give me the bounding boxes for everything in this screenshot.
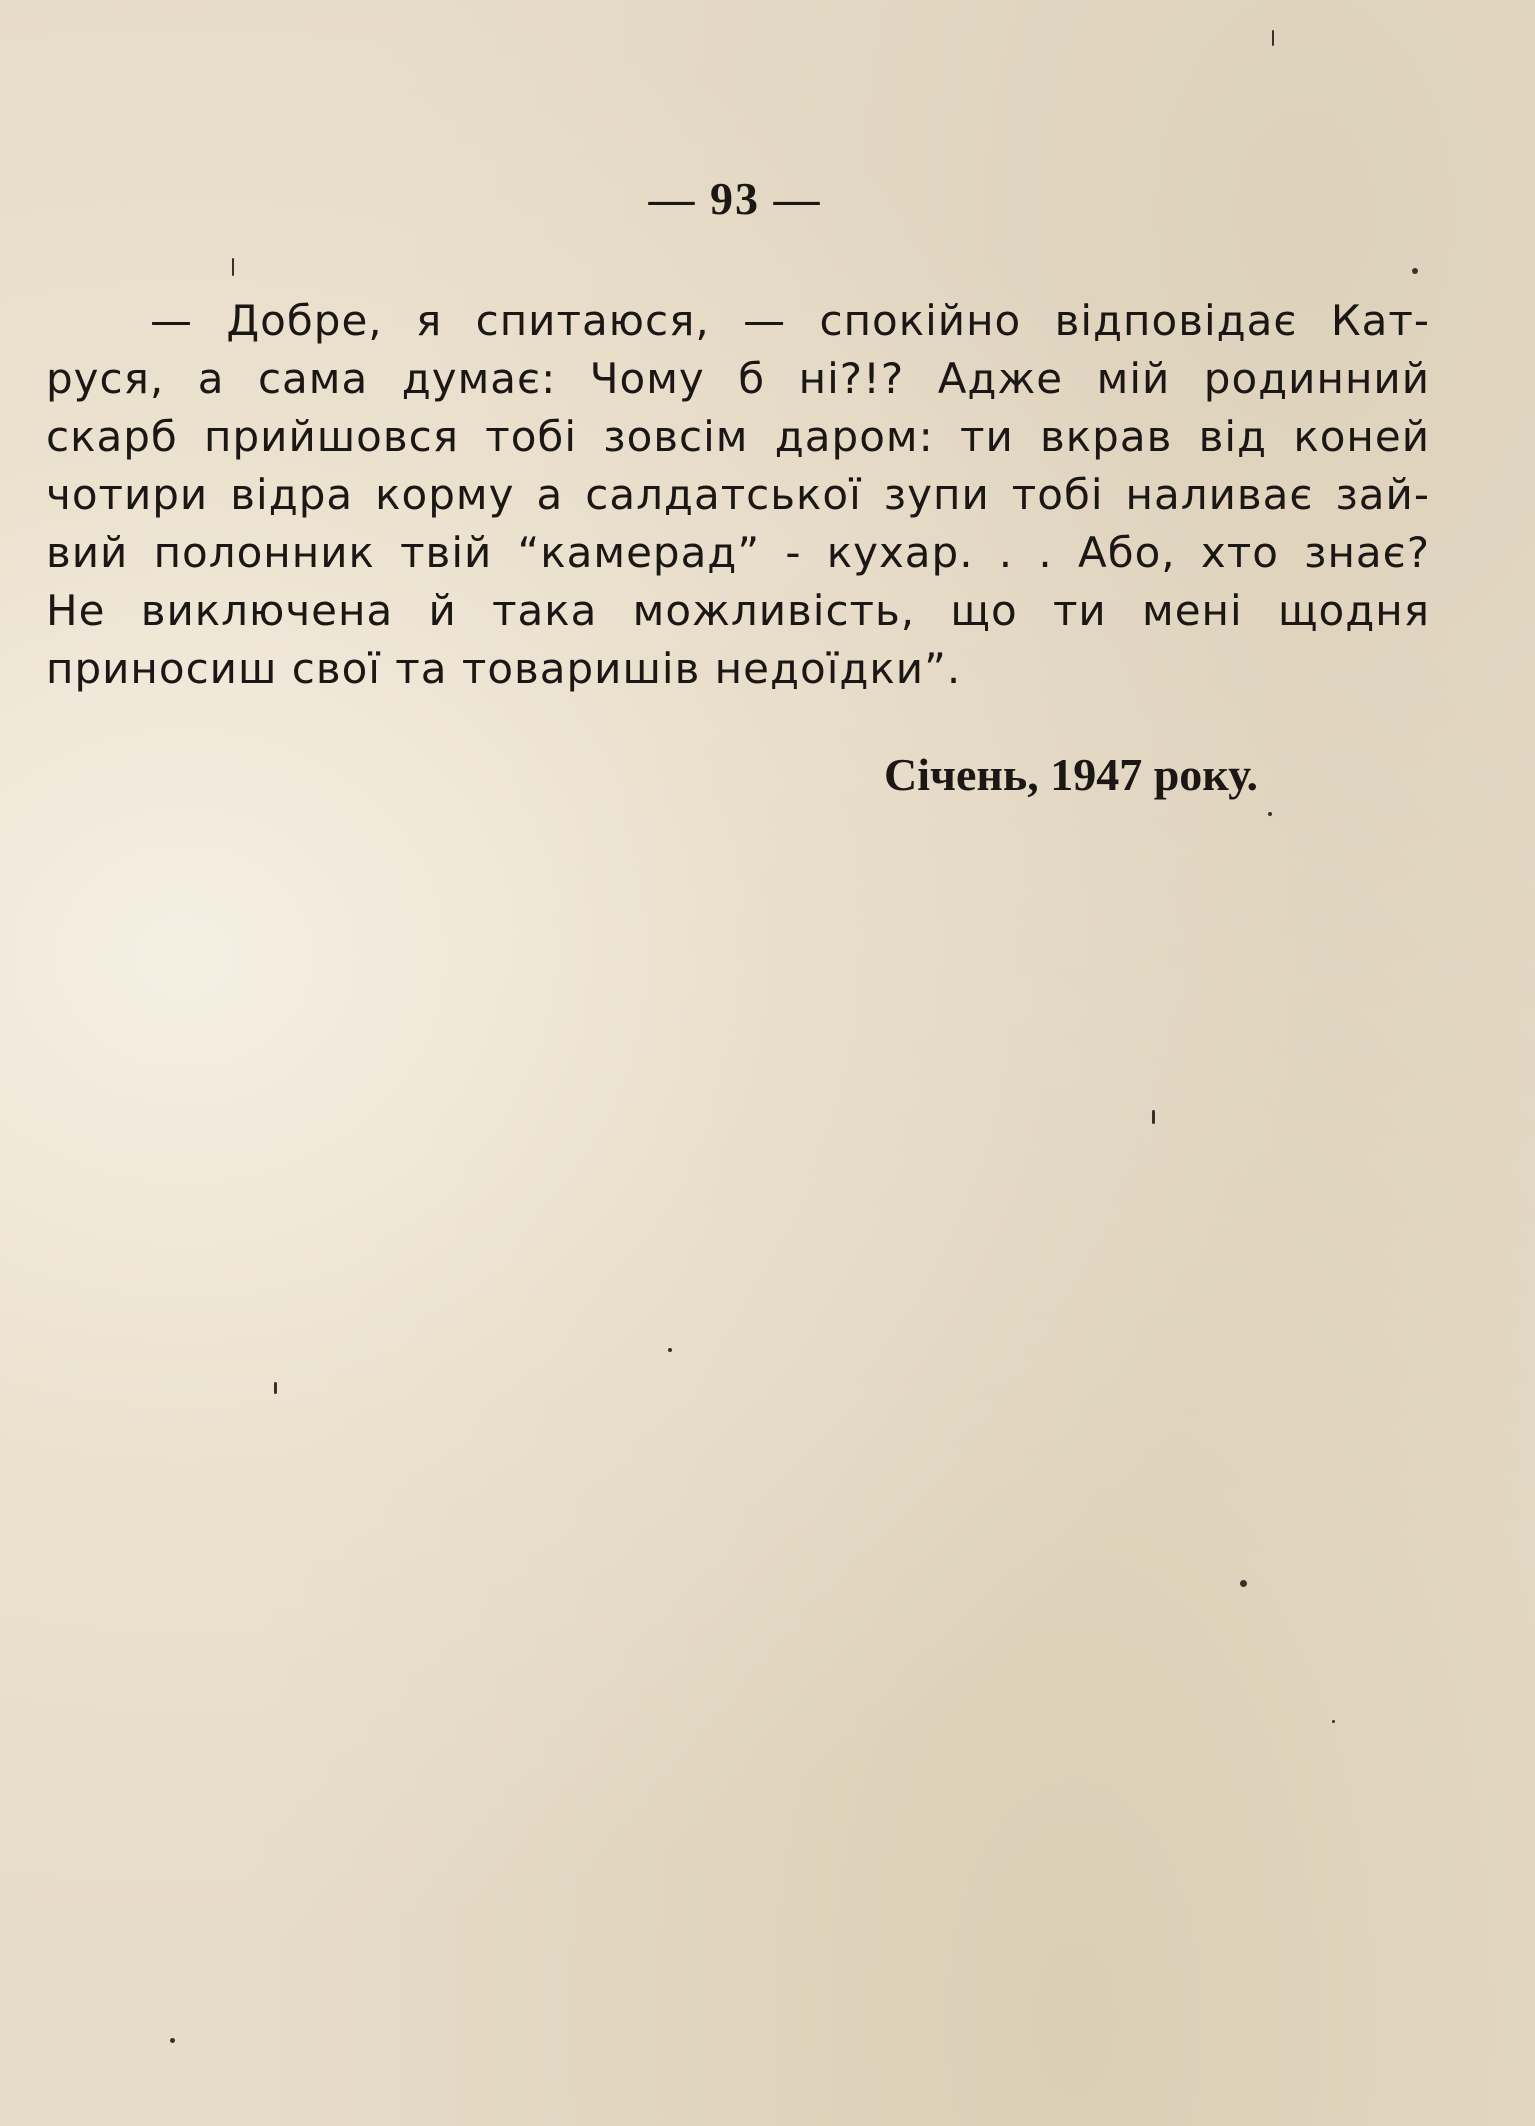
paragraph-line: руся, а сама думає: Чому б ні?!? Адже мій родинний (46, 354, 1430, 403)
paragraph-line: чотири відра корму а салдатської зупи тобі наливає зай- (46, 470, 1430, 519)
paragraph-line: скарб прийшовся тобі зовсім даром: ти вкрав від коней (46, 412, 1430, 461)
paragraph-line: — Добре, я спитаюся, — спокійно відповідає Кат- (150, 296, 1430, 345)
paper-speck (1152, 1110, 1155, 1124)
paper-speck (232, 258, 234, 276)
paper-speck (1272, 30, 1274, 46)
page-number: — 93 — (648, 173, 822, 224)
paper-speck (1412, 268, 1418, 274)
paper-speck (1332, 1720, 1335, 1723)
paper-speck (274, 1382, 277, 1394)
paragraph (46, 292, 1430, 698)
paragraph-line: Не виключена й така можливість, що ти мені щодня (46, 586, 1430, 635)
paragraph-line: приносиш свої та товаришів недоїдки”. (46, 644, 962, 693)
paper-speck (170, 2038, 175, 2043)
paper-speck (668, 1348, 672, 1352)
paper-speck (1240, 1580, 1247, 1587)
paper-speck (1268, 812, 1272, 816)
paragraph-line: вий полонник твій “камерад” - кухар. . . Або, хто знає? (46, 528, 1430, 577)
date-signature: Січень, 1947 року. (884, 749, 1259, 800)
